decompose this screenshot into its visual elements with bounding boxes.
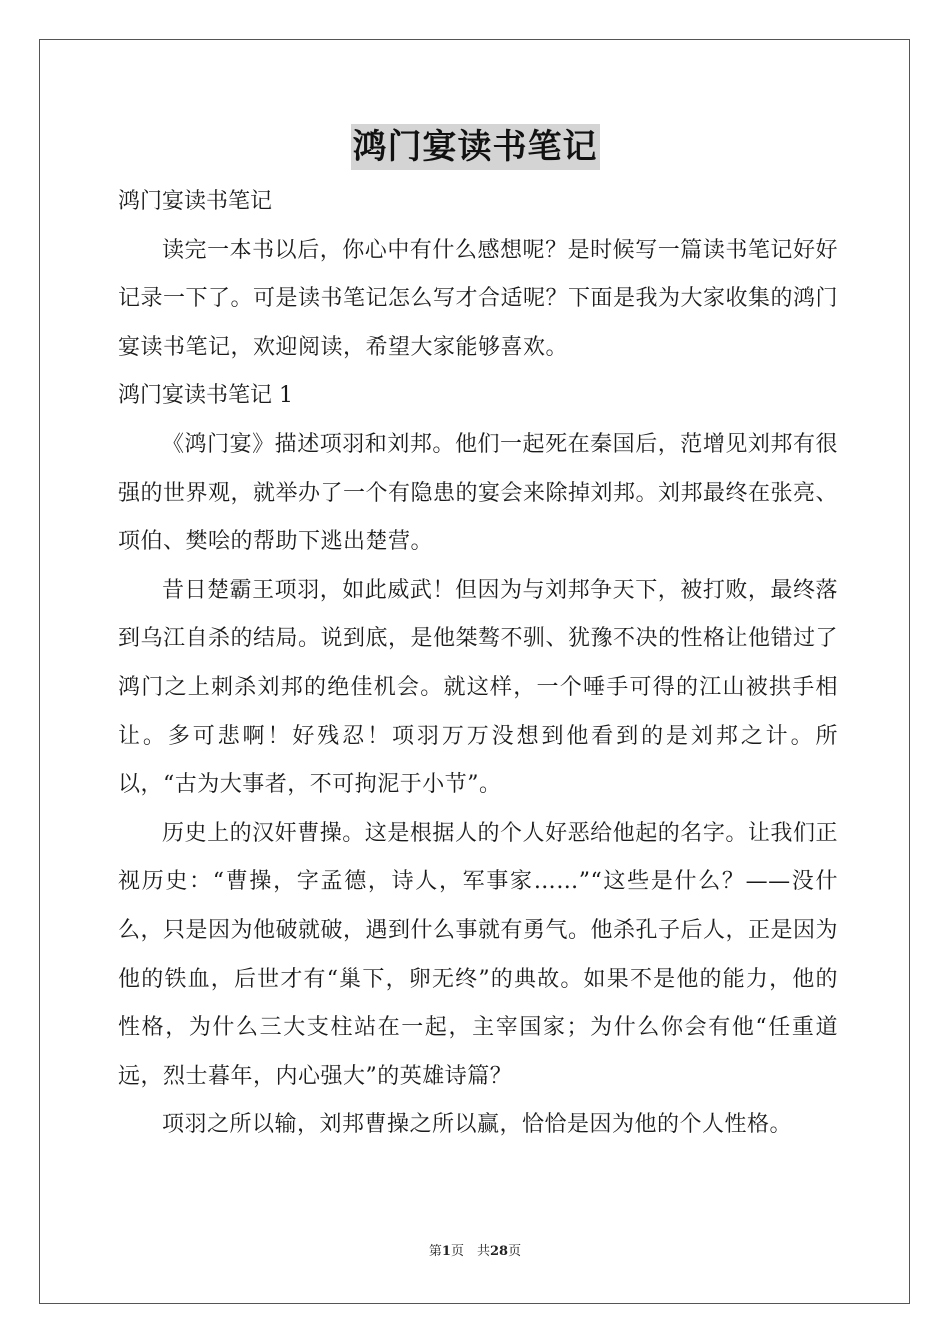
document-subtitle: 鸿门宴读书笔记 bbox=[118, 189, 273, 214]
body-paragraph: 历史上的汉奸曹操。这是根据人的个人好恶给他起的名字。让我们正视历史：“曹操，字孟德，诗人，军事家……”“这些是什么？——没什么，只是因为他破就破，遇到什么事就有勇气。他杀孔子后人，正是因为他的铁血，后世才有“巢下，卵无终”的典故。如果不是他的能力，他的性格，为什么三大支柱站在一起，主宰国家；为什么你会有他“任重道远，烈士暮年，内心强大”的英雄诗篇？ bbox=[118, 820, 839, 1089]
body-paragraph: 《鸿门宴》描述项羽和刘邦。他们一起死在秦国后，范增见刘邦有很强的世界观，就举办了一个有隐患的宴会来除掉刘邦。刘邦最终在张亮、项伯、樊哙的帮助下逃出楚营。 bbox=[118, 431, 839, 555]
page-mid: 页 共 bbox=[450, 1244, 490, 1259]
page-footer bbox=[0, 1240, 950, 1259]
section-heading: 鸿门宴读书笔记 1 bbox=[118, 383, 293, 409]
page-suffix: 页 bbox=[508, 1244, 522, 1259]
intro-paragraph: 读完一本书以后，你心中有什么感想呢？是时候写一篇读书笔记好好记录一下了。可是读书笔记怎么写才合适呢？下面是我为大家收集的鸿门宴读书笔记，欢迎阅读，希望大家能够喜欢。 bbox=[118, 237, 839, 360]
body-paragraph: 昔日楚霸王项羽，如此威武！但因为与刘邦争天下，被打败，最终落到乌江自杀的结局。说到底，是他桀骜不驯、犹豫不决的性格让他错过了鸿门之上刺杀刘邦的绝佳机会。就这样，一个唾手可得的江山被拱手相让。多可悲啊！好残忍！项羽万万没想到他看到的是刘邦之计。所以，“古为大事者，不可拘泥于小节”。 bbox=[118, 577, 839, 798]
document-title: 鸿门宴读书笔记 bbox=[351, 124, 600, 170]
title-container bbox=[0, 124, 950, 170]
page-total-number: 28 bbox=[489, 1244, 509, 1259]
document-body bbox=[118, 178, 838, 1150]
body-paragraph: 项羽之所以输，刘邦曹操之所以赢，恰恰是因为他的个人性格。 bbox=[162, 1112, 793, 1138]
page-current-number: 1 bbox=[441, 1244, 451, 1259]
page-prefix: 第 bbox=[428, 1244, 442, 1259]
